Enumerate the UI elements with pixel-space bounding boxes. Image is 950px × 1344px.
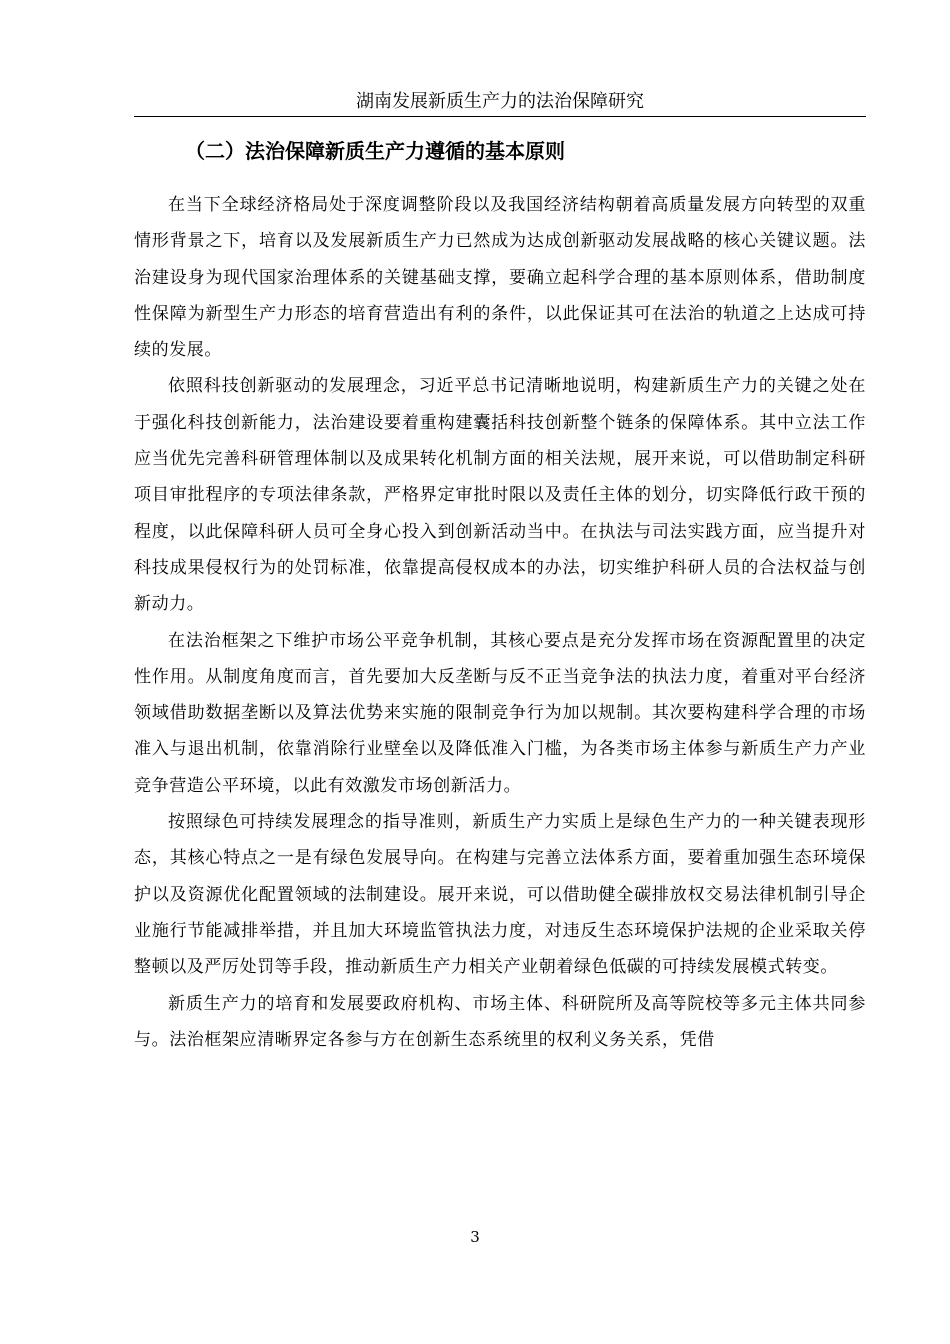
- body-text: [134, 187, 866, 1058]
- paragraph-5: 新质生产力的培育和发展要政府机构、市场主体、科研院所及高等院校等多元主体共同参与。法治框架应清晰界定各参与方在创新生态系统里的权利义务关系，凭借: [134, 993, 866, 1050]
- page-number: 3: [470, 1228, 480, 1246]
- paragraph-1: 在当下全球经济格局处于深度调整阶段以及我国经济结构朝着高质量发展方向转型的双重情形背景之下，培育以及发展新质生产力已然成为达成创新驱动发展战略的核心关键议题。法治建设身为现代国家治理体系的关键基础支撑，要确立起科学合理的基本原则体系，借助制度性保障为新型生产力形态的培育营造出有利的条件，以此保证其可在法治的轨道之上达成可持续的发展。: [134, 195, 866, 361]
- running-header: 湖南发展新质生产力的法治保障研究: [134, 88, 866, 117]
- section-heading: （二）法治保障新质生产力遵循的基本原则: [185, 139, 565, 163]
- paragraph-4: 按照绿色可持续发展理念的指导准则，新质生产力实质上是绿色生产力的一种关键表现形态，其核心特点之一是有绿色发展导向。在构建与完善立法体系方面，要着重加强生态环境保护以及资源优化配置领域的法制建设。展开来说，可以借助健全碳排放权交易法律机制引导企业施行节能减排举措，并且加大环境监管执法力度，对违反生态环境保护法规的企业采取关停整顿以及严厉处罚等手段，推动新质生产力相关产业朝着绿色低碳的可持续发展模式转变。: [134, 812, 866, 978]
- paragraph-3: 在法治框架之下维护市场公平竞争机制，其核心要点是充分发挥市场在资源配置里的决定性作用。从制度角度而言，首先要加大反垄断与反不正当竞争法的执法力度，着重对平台经济领域借助数据垄断以及算法优势来实施的限制竞争行为加以规制。其次要构建科学合理的市场准入与退出机制，依靠消除行业壁垒以及降低准入门槛，为各类市场主体参与新质生产力产业竞争营造公平环境，以此有效激发市场创新活力。: [134, 630, 866, 796]
- paragraph-2: 依照科技创新驱动的发展理念，习近平总书记清晰地说明，构建新质生产力的关键之处在于强化科技创新能力，法治建设要着重构建囊括科技创新整个链条的保障体系。其中立法工作应当优先完善科研管理体制以及成果转化机制方面的相关法规，展开来说，可以借助制定科研项目审批程序的专项法律条款，严格界定审批时限以及责任主体的划分，切实降低行政干预的程度，以此保障科研人员可全身心投入到创新活动当中。在执法与司法实践方面，应当提升对科技成果侵权行为的处罚标准，依靠提高侵权成本的办法，切实维护科研人员的合法权益与创新动力。: [134, 376, 866, 615]
